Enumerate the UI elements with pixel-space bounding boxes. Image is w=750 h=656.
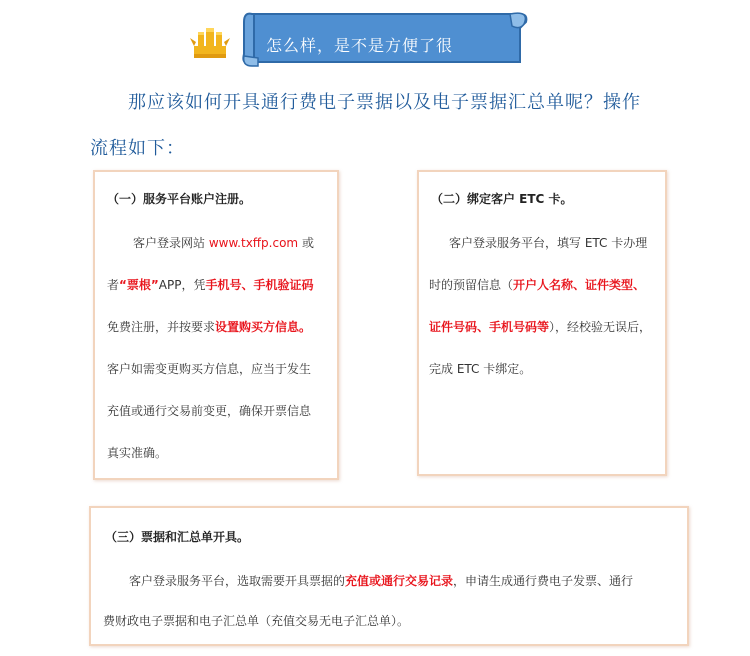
step2-title: （二）绑定客户 ETC 卡。 xyxy=(431,192,573,206)
step1-line-6: 真实准确。 xyxy=(107,446,168,460)
step1-title: （一）服务平台账户注册。 xyxy=(107,192,252,206)
website-link[interactable]: www.txffp.com xyxy=(208,236,299,250)
step1-line-3: 免费注册，并按要求设置购买方信息。 xyxy=(107,320,312,334)
step3-line-1: 客户登录服务平台，选取需要开具票据的充值或通行交易记录，申请生成通行费电子发票、通行 xyxy=(129,574,634,588)
step2-line-3: 证件号码、手机号码等），经校验无误后， xyxy=(429,320,652,334)
step3-title: （三）票据和汇总单开具。 xyxy=(105,530,250,544)
banner xyxy=(188,8,528,70)
step1-line-5: 充值或通行交易前变更，确保开票信息 xyxy=(107,404,312,418)
step2-line-4: 完成 ETC 卡绑定。 xyxy=(429,362,532,376)
intro-line-1: 那应该如何开具通行费电子票据以及电子票据汇总单呢？操作 xyxy=(128,92,641,113)
step1-box xyxy=(93,170,339,480)
step3-line-2: 费财政电子票据和电子汇总单（充值交易无电子汇总单）。 xyxy=(103,614,410,628)
step2-line-2: 时的预留信息（开户人名称、证件类型、 xyxy=(429,278,646,292)
step1-line-4: 客户如需变更购买方信息，应当于发生 xyxy=(107,362,312,376)
step1-line-1: 客户登录网站 www.txffp.com 或 xyxy=(133,236,314,250)
step2-box xyxy=(417,170,667,476)
trophy-icon xyxy=(188,24,232,64)
step3-box xyxy=(89,506,689,646)
step2-line-1: 客户登录服务平台，填写 ETC 卡办理 xyxy=(449,236,648,250)
intro-line-2: 流程如下： xyxy=(90,138,185,159)
banner-title: 怎么样，是不是方便了很 xyxy=(266,36,454,55)
step1-line-2: 者“票根”APP，凭手机号、手机验证码 xyxy=(107,278,314,292)
